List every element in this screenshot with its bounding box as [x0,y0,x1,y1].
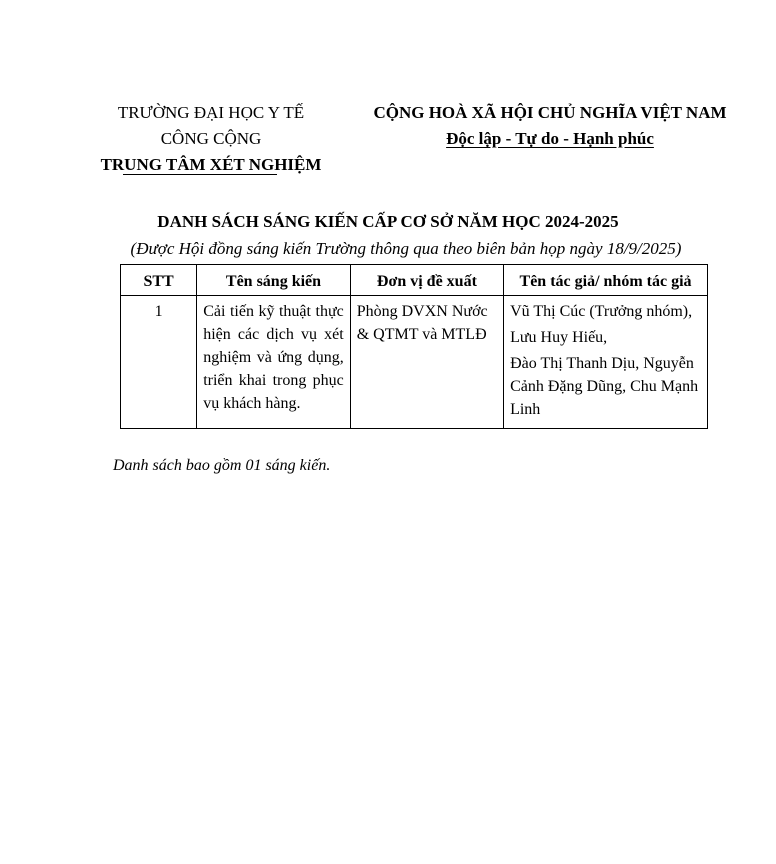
initiative-table [120,264,708,429]
center-name-underline [123,174,278,175]
header-initiative-name: Tên sáng kiến [197,265,351,296]
document-title: DANH SÁCH SÁNG KIẾN CẤP CƠ SỞ NĂM HỌC 2024-2025 [157,212,619,231]
cell-stt: 1 [121,296,197,429]
document-subtitle: (Được Hội đồng sáng kiến Trường thông qua theo biên bản họp ngày 18/9/2025) [130,239,682,258]
country-name: CỘNG HOÀ XÃ HỘI CHỦ NGHĨA VIỆT NAM [373,103,727,122]
university-name-line1: TRƯỜNG ĐẠI HỌC Y TẾ [117,103,305,122]
national-motto: Độc lập - Tự do - Hạnh phúc [446,129,654,148]
author-entry: Lưu Huy Hiếu, [510,329,608,346]
cell-initiative-name: Cải tiến kỹ thuật thực hiện các dịch vụ xét nghiệm và ứng dụng, triển khai trong phục vụ khách hàng. [197,296,351,429]
table-header-row [121,265,708,296]
cell-proposing-unit: Phòng DVXN Nước & QTMT và MTLĐ [350,296,503,429]
author-entry: Đào Thị Thanh Dịu, Nguyễn Cảnh Đặng Dũng, Chu Mạnh Linh [510,355,699,418]
list-summary-note: Danh sách bao gồm 01 sáng kiến. [113,457,331,474]
center-name-underline-wrap [101,152,322,178]
cell-authors [504,296,708,429]
issuing-organization [86,100,336,178]
author-entry: Vũ Thị Cúc (Trưởng nhóm), [510,303,693,320]
motto-wrapper [350,126,750,152]
university-name-line2: CÔNG CỘNG [160,129,262,148]
header-stt: STT [121,265,197,296]
header-proposing-unit: Đơn vị đề xuất [350,265,503,296]
table-row [121,296,708,429]
national-header [350,100,750,152]
header-authors: Tên tác giả/ nhóm tác giả [504,265,708,296]
center-name: TRUNG TÂM XÉT NGHIỆM [100,155,322,174]
center-name-wrapper [86,152,336,178]
